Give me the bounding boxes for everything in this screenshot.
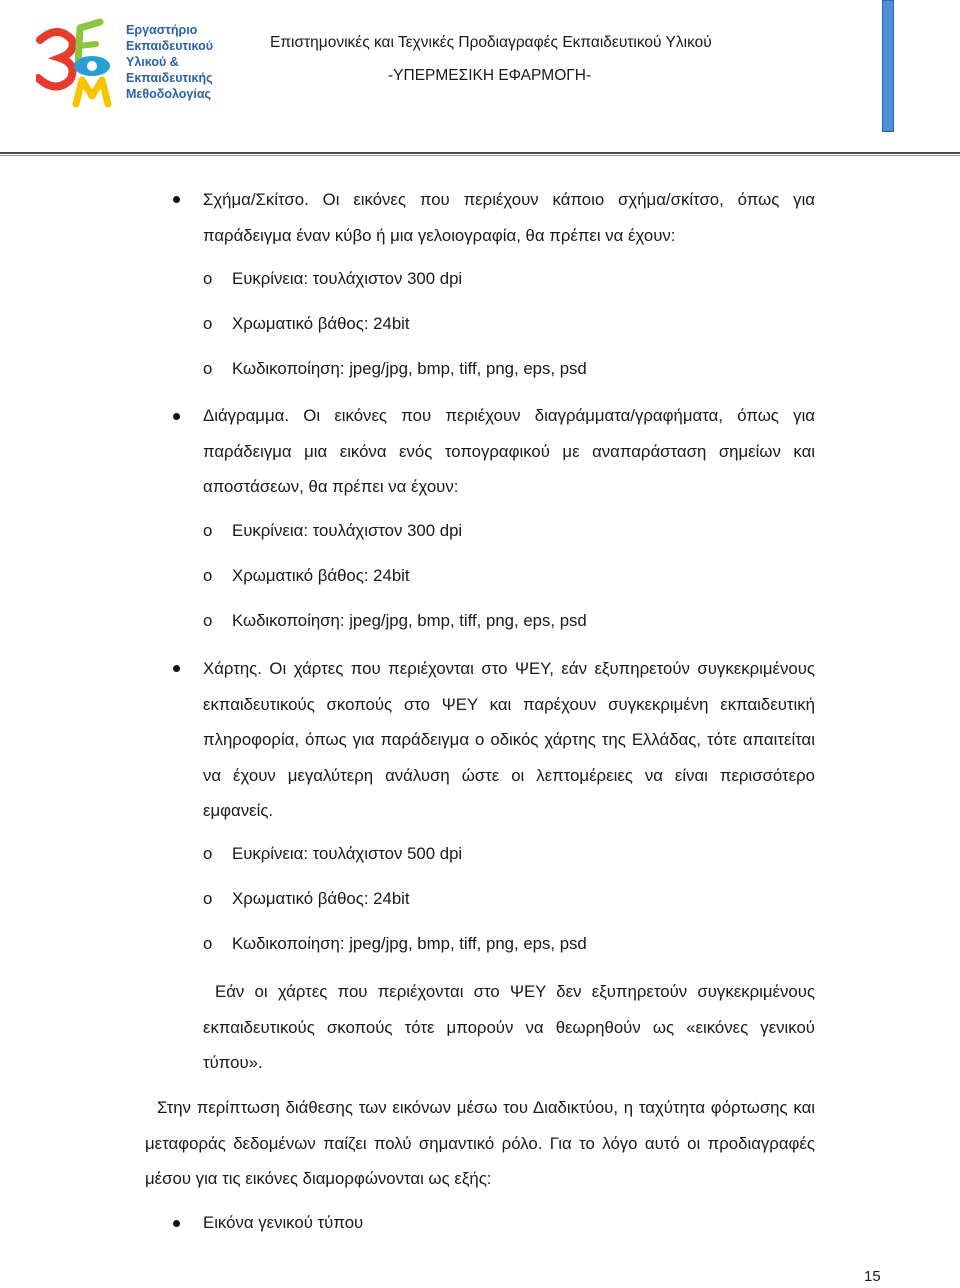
logo-line: Εκπαιδευτικού bbox=[126, 39, 213, 53]
sub-bullet-icon: o bbox=[203, 269, 213, 288]
sub-bullet-icon: o bbox=[203, 934, 213, 953]
logo-mark-icon bbox=[36, 18, 131, 110]
bullet-icon bbox=[173, 1220, 180, 1227]
map-color-depth: Χρωματικό βάθος: 24bit bbox=[232, 889, 410, 908]
sketch-color-depth: Χρωματικό βάθος: 24bit bbox=[232, 314, 410, 333]
general-image-bullet: Εικόνα γενικού τύπου bbox=[203, 1213, 364, 1232]
sketch-encoding: Κωδικοποίηση: jpeg/jpg, bmp, tiff, png, eps, psd bbox=[232, 359, 587, 378]
map-encoding: Κωδικοποίηση: jpeg/jpg, bmp, tiff, png, eps, psd bbox=[232, 934, 587, 953]
header-subtitle: -ΥΠΕΡΜΕΣΙΚΗ ΕΦΑΡΜΟΓΗ- bbox=[388, 67, 592, 84]
section-sketch-text: Σχήμα/Σκίτσο. Οι εικόνες που περιέχουν κάποιο σχήμα/σκίτσο, όπως για παράδειγμα έναν κύβο ή μια γελοιογραφία, θα πρέπει να έχουν: bbox=[203, 190, 815, 245]
logo-line: Εκπαιδευτικής bbox=[126, 71, 213, 85]
sketch-resolution: Ευκρίνεια: τουλάχιστον 300 dpi bbox=[232, 269, 463, 288]
sub-bullet-icon: o bbox=[203, 314, 213, 333]
page-number: 15 bbox=[864, 1268, 881, 1285]
logo-line: Μεθοδολογίας bbox=[126, 87, 211, 101]
header-rule bbox=[0, 152, 960, 154]
logo-text bbox=[126, 22, 226, 102]
lab-logo bbox=[36, 18, 216, 110]
header-title: Επιστημονικές και Τεχνικές Προδιαγραφές Εκπαιδευτικού Υλικού bbox=[270, 34, 712, 51]
sub-bullet-icon: o bbox=[203, 844, 213, 863]
page-header bbox=[0, 0, 960, 156]
map-note: Εάν οι χάρτες που περιέχονται στο ΨΕΥ δεν εξυπηρετούν συγκεκριμένους εκπαιδευτικούς σκοπούς τότε μπορούν να θεωρηθούν ως «εικόνες γενικού τύπου». bbox=[203, 982, 815, 1072]
sub-bullet-icon: o bbox=[203, 611, 213, 630]
sub-bullet-icon: o bbox=[203, 889, 213, 908]
sub-bullet-icon: o bbox=[203, 359, 213, 378]
map-resolution: Ευκρίνεια: τουλάχιστον 500 dpi bbox=[232, 844, 463, 863]
section-map-text: Χάρτης. Οι χάρτες που περιέχονται στο ΨΕΥ, εάν εξυπηρετούν συγκεκριμένους εκπαιδευτικούς σκοπούς στο ΨΕΥ και παρέχουν συγκεκριμένη εκπαιδευτική πληροφορία, όπως για παράδειγμα ο οδικός χάρτης της Ελλάδας, τότε απαιτείται να έχουν μεγαλύτερη ανάλυση ώστε οι λεπτομέρειες να είναι περισσότερο εμφανείς. bbox=[203, 659, 815, 820]
bullet-icon bbox=[173, 413, 180, 420]
internet-paragraph: Στην περίπτωση διάθεσης των εικόνων μέσω του Διαδικτύου, η ταχύτητα φόρτωσης και μεταφοράς δεδομένων παίζει πολύ σημαντικό ρόλο. Για το λόγο αυτό οι προδιαγραφές μέσου για τις εικόνες διαμορφώνονται ως εξής: bbox=[145, 1098, 815, 1188]
diagram-color-depth: Χρωματικό βάθος: 24bit bbox=[232, 566, 410, 585]
bullet-icon bbox=[173, 196, 180, 203]
diagram-resolution: Ευκρίνεια: τουλάχιστον 300 dpi bbox=[232, 521, 463, 540]
sub-bullet-icon: o bbox=[203, 521, 213, 540]
section-diagram-text: Διάγραμμα. Οι εικόνες που περιέχουν διαγράμματα/γραφήματα, όπως για παράδειγμα μια εικόνα ενός τοπογραφικού με αναπαράσταση σημείων και αποστάσεων, θα πρέπει να έχουν: bbox=[203, 406, 815, 496]
header-rule-thin bbox=[0, 155, 960, 156]
logo-line: Υλικού & bbox=[126, 55, 179, 69]
bullet-icon bbox=[173, 665, 180, 672]
logo-line: Εργαστήριο bbox=[126, 23, 198, 37]
diagram-encoding: Κωδικοποίηση: jpeg/jpg, bmp, tiff, png, eps, psd bbox=[232, 611, 587, 630]
sub-bullet-icon: o bbox=[203, 566, 213, 585]
side-tab-marker bbox=[882, 0, 894, 132]
